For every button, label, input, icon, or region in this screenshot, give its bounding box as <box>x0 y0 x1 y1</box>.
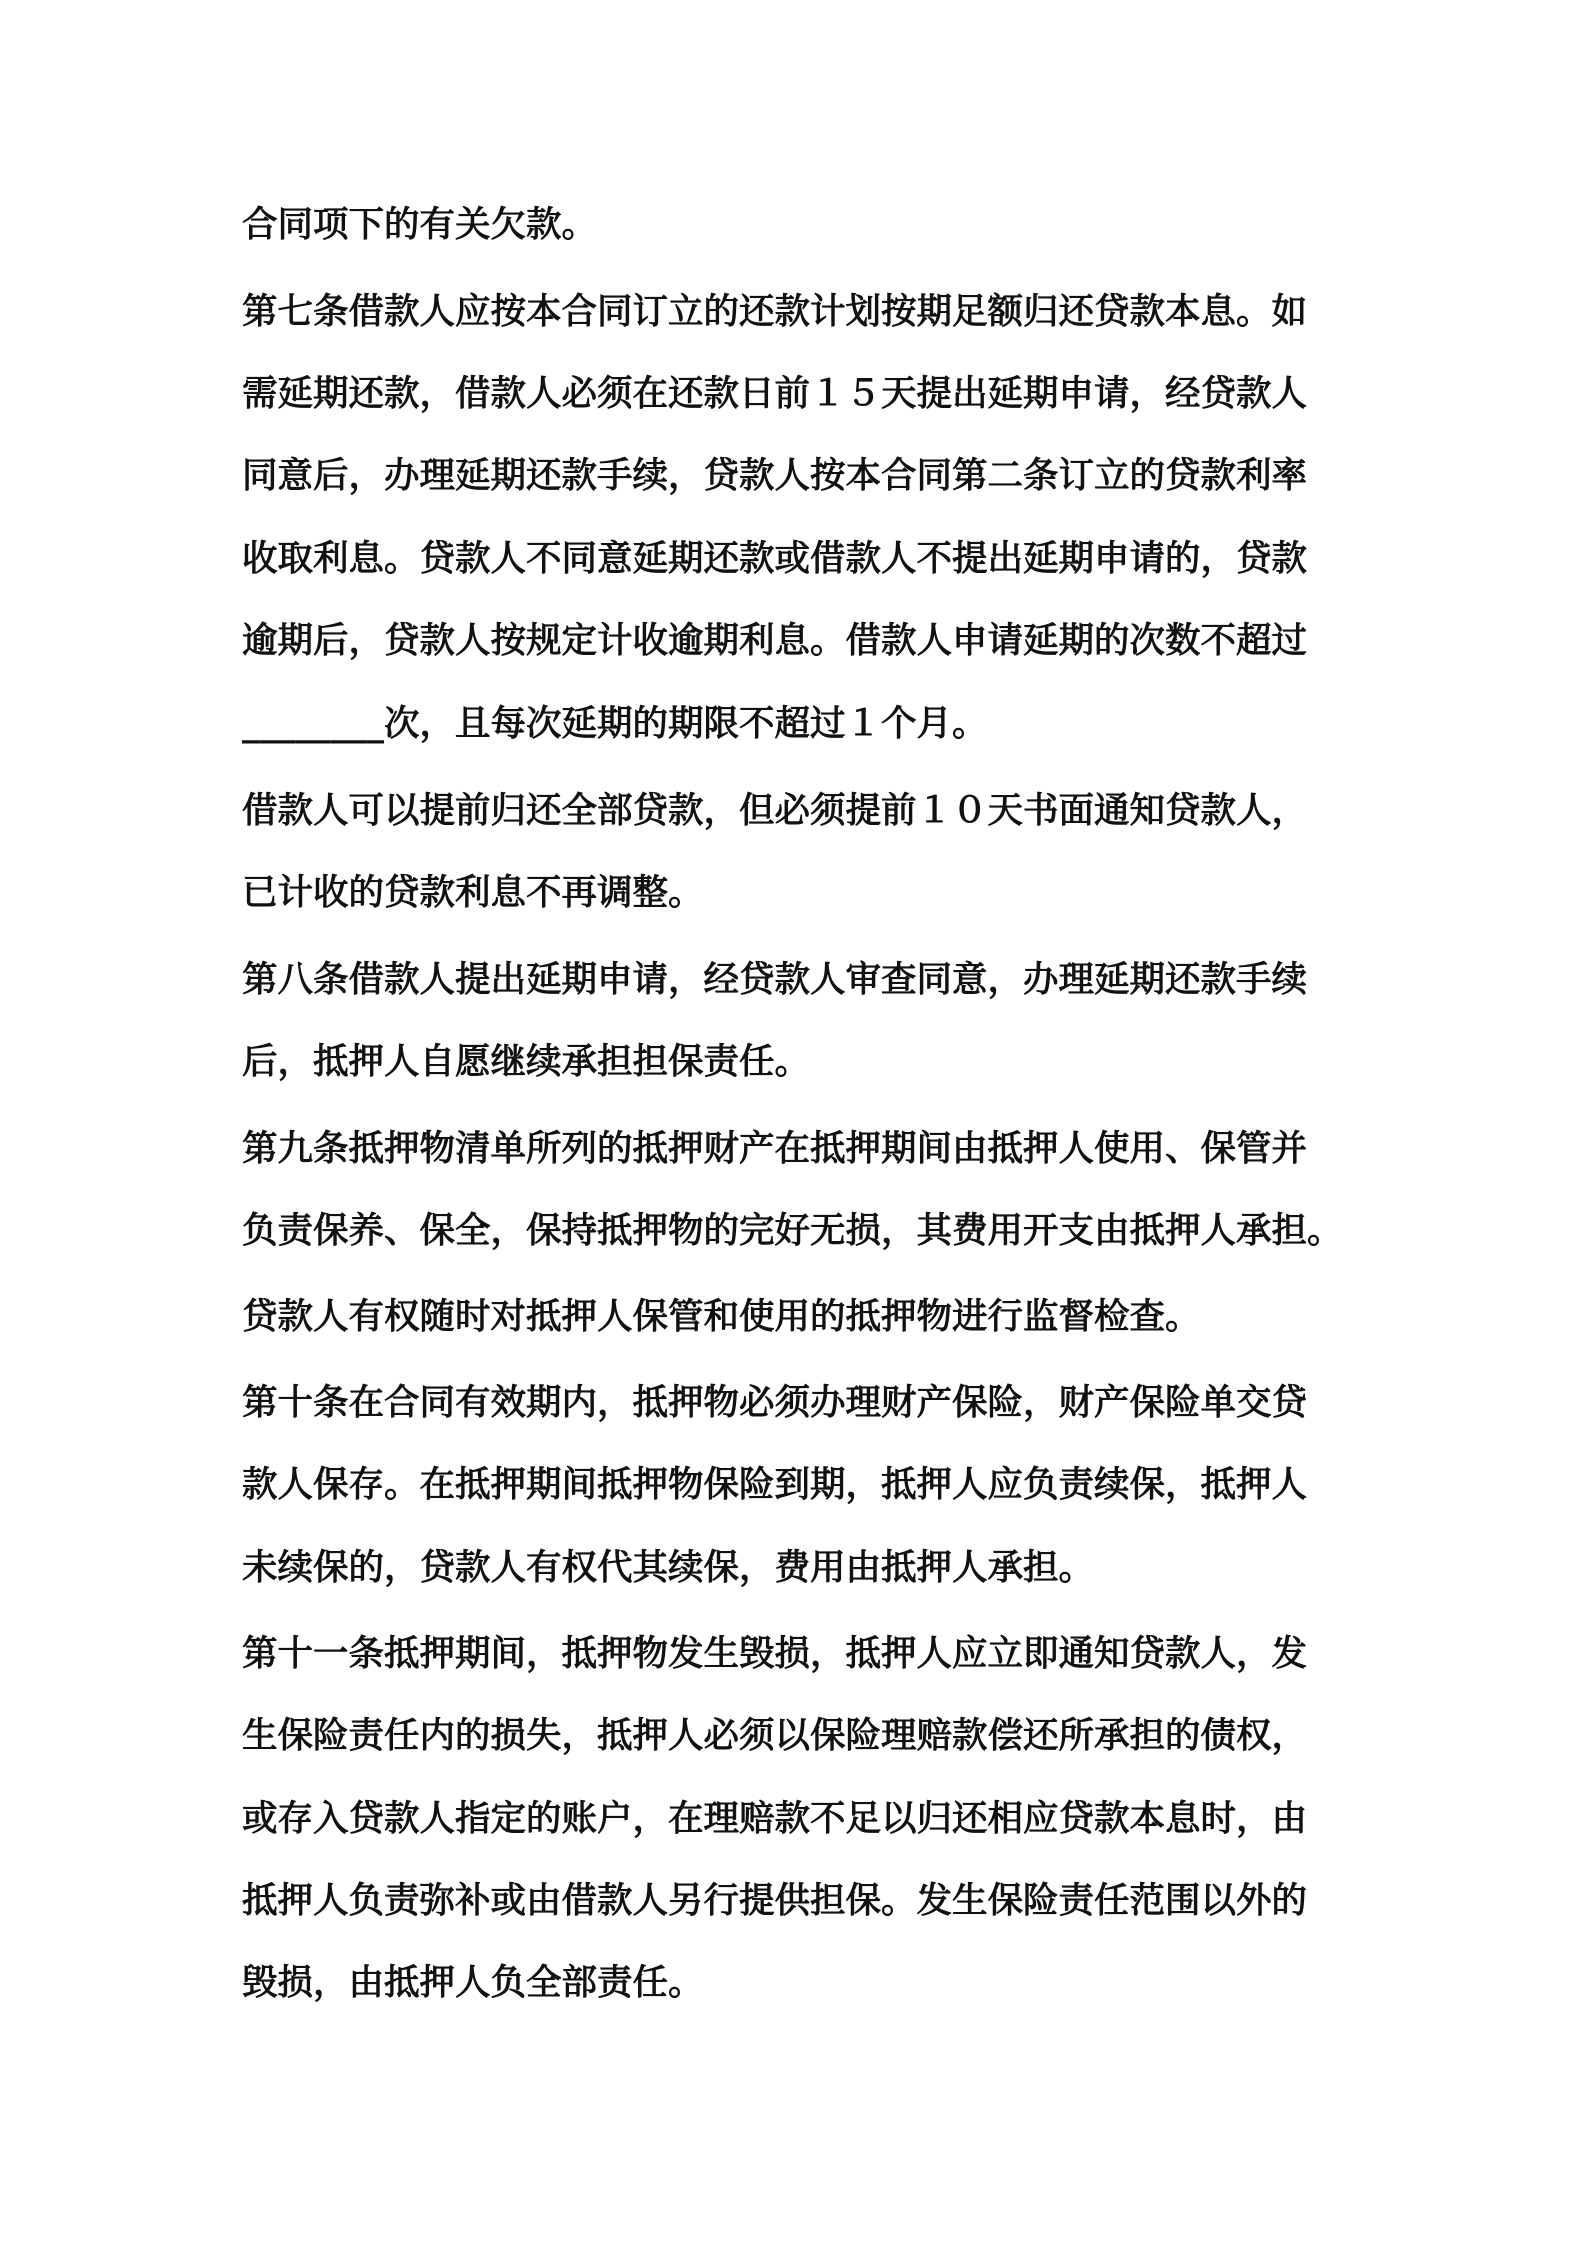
text-line-16: 款人保存。在抵押期间抵押物保险到期，抵押人应负责续保，抵押人 <box>242 1464 1308 1505</box>
text-line-14: 贷款人有权随时对抵押人保管和使用的抵押物进行监督检查。 <box>242 1296 1201 1337</box>
text-line-13: 负责保养、保全，保持抵押物的完好无损，其费用开支由抵押人承担。 <box>242 1210 1343 1251</box>
text-line-10: 第八条借款人提出延期申请，经贷款人审查同意，办理延期还款手续 <box>242 959 1308 1000</box>
text-line-19: 生保险责任内的损失，抵押人必须以保险理赔款偿还所承担的债权， <box>242 1715 1308 1756</box>
text-line-12: 第九条抵押物清单所列的抵押财产在抵押期间由抵押人使用、保管并 <box>242 1128 1308 1169</box>
text-line-4: 同意后，办理延期还款手续，贷款人按本合同第二条订立的贷款利率 <box>242 455 1308 496</box>
text-line-7: ________次，且每次延期的期限不超过１个月。 <box>242 703 988 744</box>
text-line-20: 或存入贷款人指定的账户，在理赔款不足以归还相应贷款本息时，由 <box>242 1798 1308 1839</box>
text-line-8: 借款人可以提前归还全部贷款，但必须提前１０天书面通知贷款人， <box>242 790 1308 831</box>
text-line-11: 后，抵押人自愿继续承担担保责任。 <box>242 1041 811 1082</box>
text-line-1: 合同项下的有关欠款。 <box>242 204 598 245</box>
text-line-5: 收取利息。贷款人不同意延期还款或借款人不提出延期申请的，贷款 <box>242 538 1308 579</box>
text-line-3: 需延期还款，借款人必须在还款日前１５天提出延期申请，经贷款人 <box>242 373 1308 414</box>
text-line-6: 逾期后，贷款人按规定计收逾期利息。借款人申请延期的次数不超过 <box>242 620 1308 661</box>
text-line-17: 未续保的，贷款人有权代其续保，费用由抵押人承担。 <box>242 1547 1095 1588</box>
text-line-21: 抵押人负责弥补或由借款人另行提供担保。发生保险责任范围以外的 <box>242 1880 1308 1921</box>
text-line-15: 第十条在合同有效期内，抵押物必须办理财产保险，财产保险单交贷 <box>242 1382 1308 1423</box>
text-line-2: 第七条借款人应按本合同订立的还款计划按期足额归还贷款本息。如 <box>242 291 1308 332</box>
text-line-18: 第十一条抵押期间，抵押物发生毁损，抵押人应立即通知贷款人，发 <box>242 1633 1308 1674</box>
text-line-9: 已计收的贷款利息不再调整。 <box>242 872 704 913</box>
text-line-22: 毁损，由抵押人负全部责任。 <box>242 1962 704 2003</box>
